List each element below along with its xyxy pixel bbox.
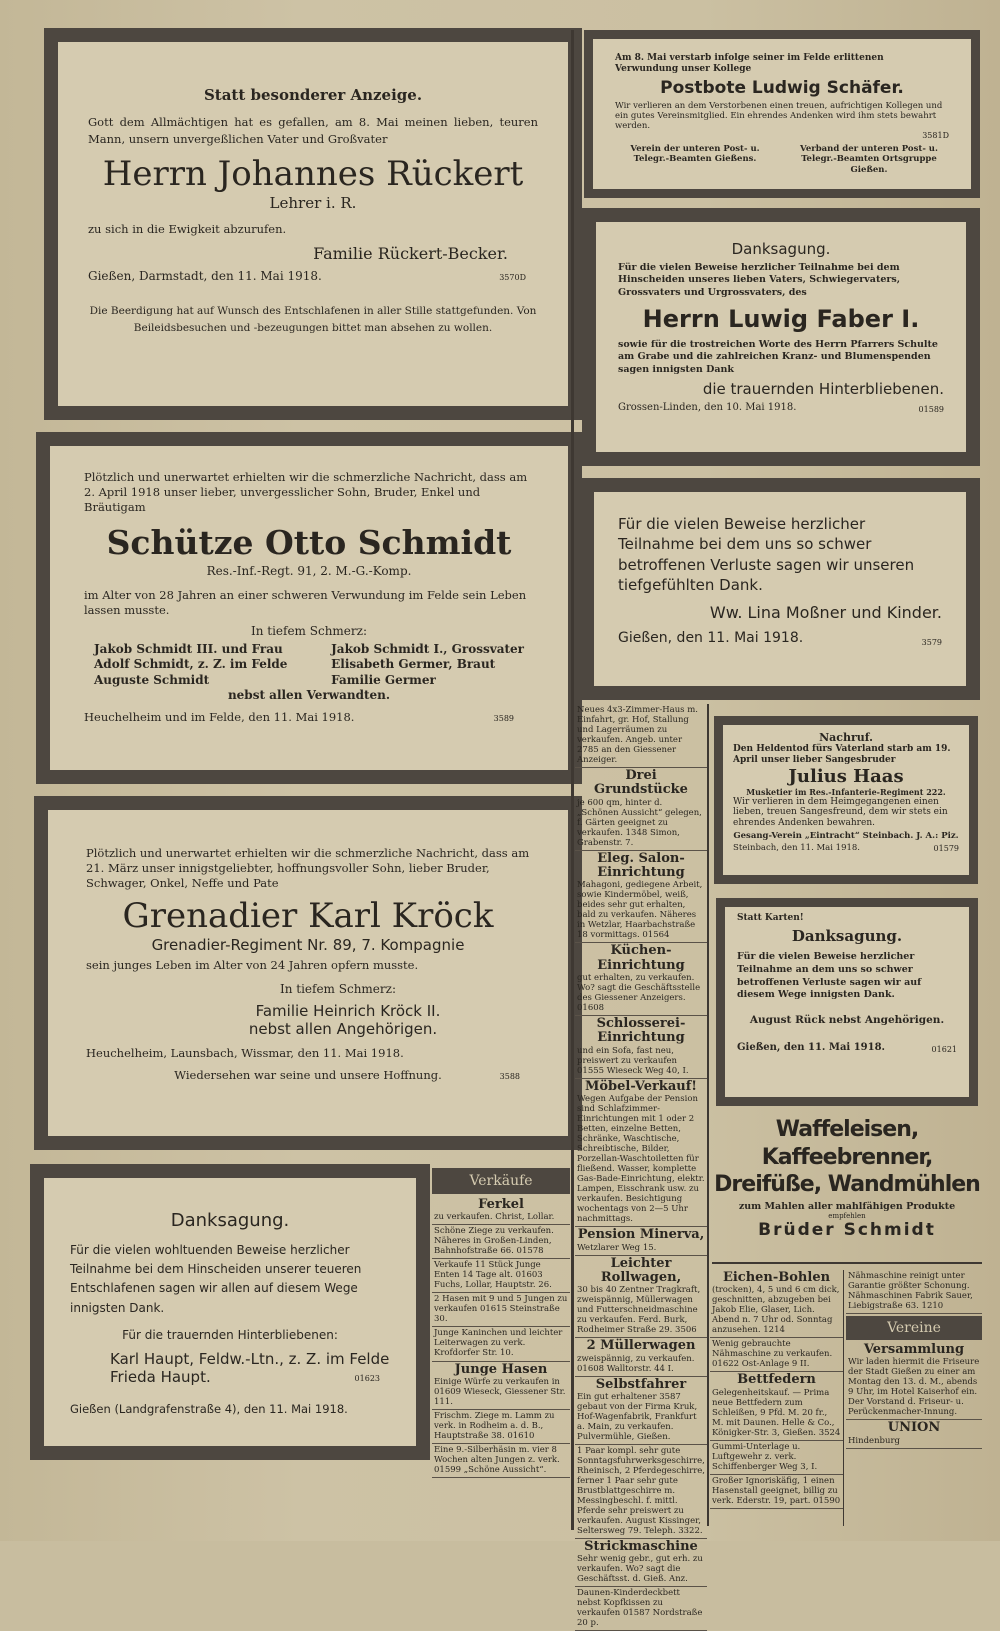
classified-text: Hindenburg (848, 1435, 900, 1446)
deceased-name: Herrn Luwig Faber I. (642, 305, 920, 334)
deceased-title: Lehrer i. R. (269, 194, 357, 213)
ad-text: sein junges Leben im Alter von 24 Jahren opfern musste. (86, 957, 419, 972)
ad-unit: Grenadier-Regiment Nr. 89, 7. Kompagnie (151, 935, 465, 954)
classified-text: Wir laden hiermit die Friseure der Stadt Gießen zu einer am Montag den 13. d. M., abends 9 Uhr, im Hotel Kaiserhof ein. Der Vorstand d. Friseur- u. Perückenmacher-Innung. (848, 1357, 980, 1418)
ad-number: 3581D (922, 131, 949, 141)
classified-headline: Möbel-Verkauf! (584, 1078, 697, 1094)
classified-ad (575, 768, 707, 851)
classified-text: Gelegenheitskauf. — Prima neue Bettfedern zum Schleißen, 9 Pfd. M. 20 fr., M. mit Daunen. Helle & Co., Königker-Str. 3, Gießen. 3524 (712, 1387, 841, 1438)
classified-text: 30 bis 40 Zentner Tragkraft, zweispännig, Müllerwagen und Futterschneidmaschine zu verkaufen. Ferd. Burk, Rodheimer Straße 29. 3506 (577, 1285, 701, 1336)
deceased-name: Julius Haas (788, 765, 904, 787)
classified-ad (575, 1227, 707, 1255)
classified-ad (575, 851, 707, 944)
classified-ad (575, 1016, 707, 1079)
ad-place: Gießen, den 11. Mai 1918. (737, 1042, 886, 1054)
classified-headline: Schlosserei-Einrichtung (596, 1016, 686, 1046)
classified-ad (432, 1444, 570, 1478)
ad-number: 01579 (933, 843, 959, 853)
classified-ad (575, 704, 707, 768)
classified-text: Schöne Ziege zu verkaufen. Näheres in Großen-Linden, Bahnhofstraße 66. 01578 (434, 1226, 554, 1257)
ad-number: 3570D (499, 273, 526, 283)
classified-ad (432, 1362, 570, 1410)
classified-ad (846, 1342, 982, 1420)
ad-rueck (716, 898, 978, 1106)
ad-intro: Plötzlich und unerwartet erhielten wir die schmerzliche Nachricht, dass am 2. April 1918 unser lieber, unvergesslicher Sohn, Bruder, Enkel und Bräutigam (84, 470, 528, 514)
classified-text: Einige Würfe zu verkaufen in 01609 Wieseck, Giessener Str. 111. (434, 1376, 566, 1407)
ad-faber (582, 208, 980, 466)
classified-text: Ein gut erhaltener 3587 gebaut von der Firma Kruk, Hof-Wagenfabrik, Frankfurt a. Main, zu verkaufen. Pulvermühle, Gießen. (577, 1391, 698, 1442)
ad-schmidt (36, 432, 582, 784)
classified-ad (575, 1079, 707, 1228)
classified-text: Frischm. Ziege m. Lamm zu verk. in Rodheim a. d. B., Hauptstraße 38. 01610 (434, 1410, 555, 1441)
classified-headline: Junge Hasen (454, 1361, 548, 1377)
ad-grief: In tiefem Schmerz: (250, 623, 368, 638)
classified-ad (575, 1445, 707, 1539)
classified-text: Wetzlarer Weg 15. (577, 1242, 657, 1253)
classified-headline: Bettfedern (737, 1372, 816, 1388)
classified-text: zu verkaufen. Christ, Lollar. (434, 1212, 555, 1223)
ad-intro: Am 8. Mai verstarb infolge seiner im Felde erlittenen Verwundung unser Kollege (615, 53, 884, 74)
ad-unit: Res.-Inf.-Regt. 91, 2. M.-G.-Komp. (206, 563, 412, 578)
ad-header: Nachruf. (819, 731, 873, 744)
ad-haupt (30, 1164, 430, 1460)
classified-list (432, 1197, 570, 1478)
ad-place: Heuchelheim, Launsbach, Wissmar, den 11. Mai 1918. (86, 1045, 404, 1060)
ad-relatives: nebst allen Angehörigen. (248, 1019, 438, 1038)
classified-ad (575, 943, 707, 1016)
classified-headline: Ferkel (478, 1197, 524, 1212)
ad-place: Heuchelheim und im Felde, den 11. Mai 1918. (84, 710, 355, 725)
classified-text: Neues 4x3-Zimmer-Haus m. Einfahrt, gr. Hof, Stallung und Lagerräumen zu verkaufen. Angeb. unter 2785 an den Giessener Anzeiger. (577, 705, 699, 766)
classified-list (575, 704, 707, 1631)
classified-ad (710, 1338, 843, 1372)
mourner: Karl Haupt, Feldw.-Ltn., z. Z. im Felde (110, 1349, 390, 1368)
classified-text: 2 Hasen mit 9 und 5 Jungen zu verkaufen 01615 Steinstraße 30. (434, 1294, 568, 1325)
ad-number: 01623 (354, 1373, 380, 1383)
ad-unit: Musketier im Res.-Infanterie-Regiment 222. (746, 786, 946, 797)
classified-ad (575, 1338, 707, 1376)
ad-place: Gießen, den 11. Mai 1918. (618, 630, 804, 646)
ad-note: Die Beerdigung hat auf Wunsch des Entschlafenen in aller Stille stattgefunden. Von Beileidsbesuchen und -bezeugungen bittet man absehen zu wollen. (89, 305, 537, 334)
classified-headline: Eichen-Bohlen (722, 1270, 831, 1285)
classified-text: Gummi-Unterlage u. Luftgewehr z. verk. Schiffenberger Weg 3, I. (712, 1441, 818, 1472)
ad-kroeck (34, 796, 582, 1150)
classified-ad (710, 1475, 843, 1509)
ad-mossner (580, 478, 980, 700)
ad-name: Brüder Schmidt (758, 1219, 936, 1240)
classified-text: Wenig gebrauchte Nähmaschine zu verkaufen. 01622 Ost-Anlage 9 II. (712, 1339, 833, 1370)
ad-text: Für die vielen wohltuenden Beweise herzlicher Teilnahme bei dem Hinscheiden unserer teueren Entschlafenen sagen wir allen auf diesem Wege innigsten Dank. (70, 1243, 362, 1315)
classified-text: gut erhalten, zu verkaufen. Wo? sagt die Geschäftsstelle des Giessener Anzeigers. 01608 (577, 973, 701, 1014)
ad-number: 01621 (931, 1045, 957, 1055)
ad-line: zum Mahlen aller mahlfähigen Produkte (738, 1200, 956, 1212)
classified-text: Sehr wenig gebr., gut erh. zu verkaufen. Wo? sagt die Geschäftsst. d. Gieß. Anz. (577, 1554, 703, 1585)
ad-brueder-schmidt (712, 1116, 982, 1264)
ad-text: Wir verlieren in dem Heimgegangenen einen lieben, treuen Sangesfreund, dem wir stets ein ehrendes Andenken bewahren. (733, 796, 948, 829)
classified-ad (432, 1225, 570, 1259)
column-rule (571, 30, 574, 1530)
deceased-name: Grenadier Karl Kröck (122, 895, 494, 936)
ad-header: Statt besonderer Anzeige. (203, 86, 423, 104)
ad-intro: Plötzlich und unerwartet erhielten wir die schmerzliche Nachricht, dass am 21. März unser innigstgeliebter, hoffnungsvoller Sohn, lieber Bruder, Schwager, Onkel, Neffe und Pate (86, 846, 530, 890)
ad-place: Steinbach, den 11. Mai 1918. (733, 842, 861, 853)
ad-grief: In tiefem Schmerz: (279, 981, 397, 996)
classified-ad (432, 1410, 570, 1444)
classified-ad (710, 1372, 843, 1440)
ad-line: Waffeleisen, Kaffeebrenner, (761, 1117, 933, 1170)
classified-headline: Drei Grundstücke (594, 768, 688, 798)
classified-headline: Selbstfahrer (595, 1376, 687, 1392)
ad-family: Familie Heinrich Kröck II. (255, 1001, 441, 1020)
sender-right: Verband der unteren Post- u. Telegr.-Beamten Ortsgruppe Gießen. (800, 144, 938, 175)
classified-ad (710, 1441, 843, 1475)
classified-column-b (575, 704, 709, 1629)
classified-ad (846, 1270, 982, 1314)
ad-number: 01589 (918, 405, 944, 415)
classified-column-d (846, 1270, 982, 1526)
classified-text: zweispännig, zu verkaufen. 01608 Walltorstr. 44 I. (577, 1353, 695, 1374)
classified-ad (575, 1539, 707, 1587)
classified-headline: Küchen-Einrichtung (597, 943, 685, 973)
classified-ad (710, 1270, 843, 1338)
ad-number: 3579 (921, 638, 942, 647)
mourner: Auguste Schmidt (94, 672, 210, 687)
deceased-name: Schütze Otto Schmidt (106, 522, 512, 562)
classified-text: Mahagoni, gediegene Arbeit, sowie Kindermöbel, weiß, beides sehr gut erhalten, bald zu verkaufen. Näheres in Wetzlar, Haarbachstraße 18 vormittags. 01564 (577, 880, 703, 941)
classified-list (846, 1270, 982, 1314)
ad-header: Danksagung. (731, 240, 831, 258)
classified-text: Verkaufe 11 Stück Junge Enten 14 Tage alt. 01603 Fuchs, Lollar, Hauptstr. 26. (434, 1260, 552, 1291)
ad-line: Dreifüße, Wandmühlen (714, 1172, 980, 1197)
ad-family: Familie Rückert-Becker. (313, 244, 508, 264)
classified-ad (575, 1377, 707, 1445)
ad-line: zu sich in die Ewigkeit abzurufen. (88, 222, 287, 237)
classified-text: und ein Sofa, fast neu, preiswert zu verkaufen 01555 Wieseck Weg 40, I. (577, 1045, 689, 1076)
classified-ad (432, 1197, 570, 1225)
classified-list (846, 1342, 982, 1449)
deceased-name: Postbote Ludwig Schäfer. (660, 77, 904, 98)
ad-family: Ww. Lina Moßner und Kinder. (709, 603, 942, 622)
mourner: Frieda Haupt. (110, 1367, 211, 1386)
classified-headline: Eleg. Salon-Einrichtung (597, 850, 685, 881)
classified-headline: UNION (887, 1420, 941, 1436)
ad-text: sowie für die trostreichen Worte des Herrn Pfarrers Schulte am Grabe und die zahlreichen Kranz- und Blumenspenden sagen innigsten Dank (618, 339, 938, 375)
ad-grief: Für die trauernden Hinterbliebenen: (122, 1327, 338, 1342)
classified-ad (432, 1259, 570, 1293)
ad-note: Wiedersehen war seine und unsere Hoffnung. (174, 1067, 442, 1082)
ad-pre: Statt Karten! (737, 913, 804, 923)
mourner: Jakob Schmidt I., Grossvater (331, 641, 524, 656)
deceased-name: Herrn Johannes Rückert (102, 154, 524, 195)
mourner: Adolf Schmidt, z. Z. im Felde (94, 657, 288, 672)
ad-text: im Alter von 28 Jahren an einer schweren Verwundung im Felde sein Leben lassen musste. (84, 587, 527, 617)
ad-number: 3588 (499, 1071, 520, 1081)
ad-place: Grossen-Linden, den 10. Mai 1918. (618, 402, 797, 414)
classified-text: Eine 9.-Silberhäsin m. vier 8 Wochen alten Jungen z. verk. 01599 „Schöne Aussicht“. (434, 1444, 560, 1475)
classified-text: je 600 qm, hinter d. „Schönen Aussicht“ gelegen, f. Gärten geeignet zu verkaufen. 1348 Simon, Grabenstr. 7. (577, 797, 702, 848)
ad-place: Gießen, Darmstadt, den 11. Mai 1918. (88, 269, 322, 284)
classified-text: Großer Ignoriskäfig, 1 einen Hasenstall geeignet, billig zu verk. Ederstr. 19, part. 01590 (712, 1475, 841, 1506)
mourner: Familie Germer (331, 672, 436, 687)
classified-headline: Strickmaschine (584, 1539, 698, 1555)
ad-place: Gießen (Landgrafenstraße 4), den 11. Mai 1918. (70, 1401, 348, 1416)
ad-header: Danksagung. (791, 927, 903, 945)
ad-line: empfehlen (828, 1211, 866, 1220)
vereine-header: Vereine (846, 1316, 982, 1340)
classified-headline: 2 Müllerwagen (586, 1338, 696, 1354)
mourner: Jakob Schmidt III. und Frau (94, 641, 283, 656)
classified-headline: Pension Minerva, (577, 1227, 705, 1243)
ad-rueckert (44, 28, 582, 420)
classified-text: Junge Kaninchen und leichter Leiterwagen zu verk. Krofdorfer Str. 10. (434, 1328, 563, 1359)
ad-intro: Gott dem Allmächtigen hat es gefallen, am 8. Mai meinen lieben, teuren Mann, unsern unvergeßlichen Vater und Großvater (88, 115, 538, 146)
verkaeufe-header: Verkäufe (432, 1168, 570, 1194)
classified-ad (575, 1256, 707, 1339)
classified-text: Daunen-Kinderdeckbett nebst Kopfkissen zu verkaufen 01587 Nordstraße 20 p. (577, 1588, 703, 1629)
classified-headline: Versammlung (863, 1342, 965, 1358)
ad-relatives: nebst allen Verwandten. (227, 688, 391, 703)
ad-club: Gesang-Verein „Eintracht“ Steinbach. J. A.: Piz. (733, 830, 959, 841)
ad-number: 3589 (493, 714, 514, 724)
classified-text: Wegen Aufgabe der Pension sind Schlafzimmer-Einrichtungen mit 1 oder 2 Betten, einzelne Betten, Schränke, Waschtische, Schreibtische, Bilder, Porzellan-Waschtoiletten für fließend. Wasser, komplette Gas-Bade-Einrichtung, elektr. Lampen, Eisschrank usw. zu verkaufen. Besichtigung wochentags von 2—5 Uhr nachmittags. (577, 1094, 705, 1225)
classified-text: Nähmaschine reinigt unter Garantie größter Schonung. Nähmaschinen Fabrik Sauer, Liebigstraße 63. 1210 (848, 1271, 973, 1312)
ad-haas (714, 716, 978, 884)
ad-schaefer (584, 30, 980, 198)
classified-ad (432, 1293, 570, 1327)
classified-list (710, 1270, 843, 1509)
ad-text: Wir verlieren an dem Verstorbenen einen treuen, aufrichtigen Kollegen und ein gutes Vereinsmitglied. Ein ehrendes Andenken wird ihm stets bewahrt werden. (615, 100, 943, 131)
classified-ad (846, 1420, 982, 1448)
ad-intro: Den Heldentod fürs Vaterland starb am 19. April unser lieber Sangesbruder (733, 744, 951, 765)
classified-ad (432, 1327, 570, 1361)
sender-left: Verein der unteren Post- u. Telegr.-Beamten Gießens. (630, 144, 760, 165)
ad-intro: Für die vielen Beweise herzlicher Teilnahme bei dem Hinscheiden unseres lieben Vaters, Schwiegervaters, Grossvaters und Urgrossvaters, des (618, 262, 901, 298)
classified-column-a (432, 1168, 570, 1526)
ad-family: die trauernden Hinterbliebenen. (702, 380, 944, 399)
classified-text: 1 Paar kompl. sehr gute Sonntagsfuhrwerksgeschirre, Rheinisch, 2 Pferdegeschirre, ferner 1 Paar sehr gute Brustblattgeschirre m. Messingbeschl. f. mittl. Pferde sehr preiswert zu verkaufen. August Kissinger, Seltersweg 79. Teleph. 3322. (577, 1445, 706, 1537)
mourner: Elisabeth Germer, Braut (331, 657, 496, 672)
classified-column-c (710, 1270, 844, 1526)
classified-headline: Leichter Rollwagen, (600, 1255, 682, 1285)
ad-text: Für die vielen Beweise herzlicher Teilnahme bei dem uns so schwer betroffenen Verluste sagen wir unseren tiefgefühlten Dank. (618, 515, 915, 594)
classified-text: (trocken), 4, 5 und 6 cm dick, geschnitten, abzugeben bei Jakob Elie, Glaser, Lich. Abend n. 7 Uhr od. Sonntag anzusehen. 1214 (712, 1285, 840, 1336)
ad-header: Danksagung. (170, 1210, 290, 1231)
ad-text: Für die vielen Beweise herzlicher Teilnahme an dem uns so schwer betroffenen Verluste sagen wir auf diesem Wege innigsten Dank. (737, 951, 922, 1001)
classified-ad (575, 1587, 707, 1631)
ad-family: August Rück nebst Angehörigen. (749, 1014, 945, 1027)
